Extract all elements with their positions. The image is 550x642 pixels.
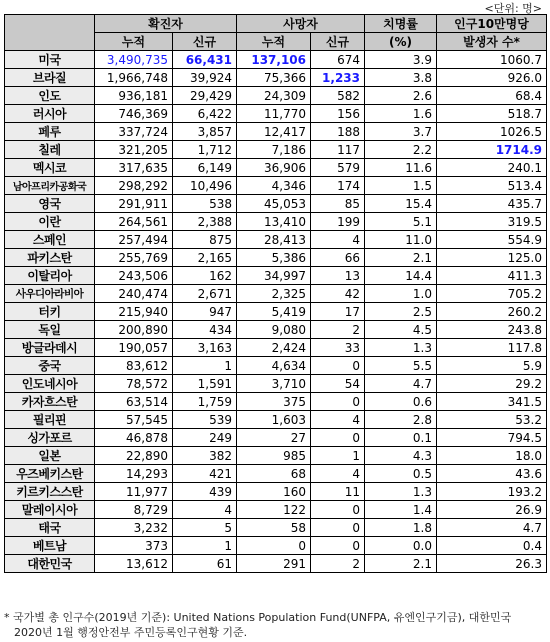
fatality-rate-cell: 2.5 bbox=[365, 303, 437, 321]
fatality-rate-cell: 1.8 bbox=[365, 519, 437, 537]
confirmed-cumulative-cell: 190,057 bbox=[95, 339, 173, 357]
confirmed-new-cell: 4 bbox=[173, 501, 237, 519]
country-cell: 이탈리아 bbox=[5, 267, 95, 285]
country-cell: 대한민국 bbox=[5, 555, 95, 573]
confirmed-cumulative-cell: 14,293 bbox=[95, 465, 173, 483]
table-row bbox=[5, 555, 547, 573]
confirmed-new-cell: 2,388 bbox=[173, 213, 237, 231]
deaths-cumulative-cell: 75,366 bbox=[237, 69, 311, 87]
fatality-rate-cell: 3.7 bbox=[365, 123, 437, 141]
confirmed-cumulative-cell: 373 bbox=[95, 537, 173, 555]
confirmed-new-cell: 5 bbox=[173, 519, 237, 537]
deaths-cumulative-header: 누적 bbox=[237, 33, 311, 51]
table-row bbox=[5, 105, 547, 123]
deaths-new-cell: 0 bbox=[311, 501, 365, 519]
deaths-cumulative-cell: 45,053 bbox=[237, 195, 311, 213]
deaths-header: 사망자 bbox=[237, 15, 365, 33]
confirmed-new-cell: 39,924 bbox=[173, 69, 237, 87]
deaths-new-cell: 199 bbox=[311, 213, 365, 231]
per100k-cell: 341.5 bbox=[437, 393, 547, 411]
per100k-cell: 29.2 bbox=[437, 375, 547, 393]
deaths-new-cell: 0 bbox=[311, 393, 365, 411]
fatality-rate-cell: 2.1 bbox=[365, 555, 437, 573]
footnote-line-2: 2020년 1월 행정안전부 주민등록인구현황 기준. bbox=[14, 626, 248, 639]
fatality-rate-cell: 0.6 bbox=[365, 393, 437, 411]
confirmed-cumulative-cell: 11,977 bbox=[95, 483, 173, 501]
covid-stats-table bbox=[4, 14, 547, 573]
confirmed-new-cell: 10,496 bbox=[173, 177, 237, 195]
confirmed-cumulative-cell: 1,966,748 bbox=[95, 69, 173, 87]
deaths-cumulative-cell: 4,634 bbox=[237, 357, 311, 375]
fatality-rate-cell: 0.5 bbox=[365, 465, 437, 483]
per100k-header-line1: 인구10만명당 bbox=[437, 15, 547, 33]
deaths-cumulative-cell: 13,410 bbox=[237, 213, 311, 231]
deaths-new-cell: 4 bbox=[311, 231, 365, 249]
deaths-cumulative-cell: 122 bbox=[237, 501, 311, 519]
deaths-cumulative-cell: 291 bbox=[237, 555, 311, 573]
fatality-rate-cell: 2.2 bbox=[365, 141, 437, 159]
fatality-rate-cell: 1.5 bbox=[365, 177, 437, 195]
deaths-cumulative-cell: 4,346 bbox=[237, 177, 311, 195]
country-cell: 페루 bbox=[5, 123, 95, 141]
per100k-cell: 554.9 bbox=[437, 231, 547, 249]
deaths-cumulative-cell: 68 bbox=[237, 465, 311, 483]
deaths-new-cell: 66 bbox=[311, 249, 365, 267]
per100k-cell: 926.0 bbox=[437, 69, 547, 87]
confirmed-cumulative-cell: 746,369 bbox=[95, 105, 173, 123]
deaths-cumulative-cell: 24,309 bbox=[237, 87, 311, 105]
deaths-new-cell: 42 bbox=[311, 285, 365, 303]
deaths-new-cell: 11 bbox=[311, 483, 365, 501]
country-cell: 카자흐스탄 bbox=[5, 393, 95, 411]
table-row bbox=[5, 447, 547, 465]
deaths-new-cell: 0 bbox=[311, 519, 365, 537]
deaths-new-cell: 674 bbox=[311, 51, 365, 69]
confirmed-new-cell: 3,857 bbox=[173, 123, 237, 141]
country-cell: 터키 bbox=[5, 303, 95, 321]
per100k-cell: 68.4 bbox=[437, 87, 547, 105]
confirmed-cumulative-header: 누적 bbox=[95, 33, 173, 51]
deaths-new-cell: 85 bbox=[311, 195, 365, 213]
per100k-cell: 705.2 bbox=[437, 285, 547, 303]
confirmed-cumulative-cell: 264,561 bbox=[95, 213, 173, 231]
deaths-new-cell: 579 bbox=[311, 159, 365, 177]
confirmed-new-cell: 875 bbox=[173, 231, 237, 249]
deaths-new-cell: 13 bbox=[311, 267, 365, 285]
deaths-cumulative-cell: 3,710 bbox=[237, 375, 311, 393]
confirmed-cumulative-cell: 200,890 bbox=[95, 321, 173, 339]
fatality-rate-cell: 15.4 bbox=[365, 195, 437, 213]
deaths-cumulative-cell: 7,186 bbox=[237, 141, 311, 159]
deaths-new-cell: 117 bbox=[311, 141, 365, 159]
per100k-header-line2: 발생자 수* bbox=[437, 33, 547, 51]
country-cell: 남아프리카공화국 bbox=[5, 177, 95, 195]
deaths-new-cell: 4 bbox=[311, 411, 365, 429]
table-row bbox=[5, 285, 547, 303]
fatality-rate-cell: 2.1 bbox=[365, 249, 437, 267]
fatality-rate-cell: 1.6 bbox=[365, 105, 437, 123]
deaths-new-header: 신규 bbox=[311, 33, 365, 51]
country-cell: 말레이시아 bbox=[5, 501, 95, 519]
table-row bbox=[5, 393, 547, 411]
deaths-cumulative-cell: 137,106 bbox=[237, 51, 311, 69]
deaths-new-cell: 17 bbox=[311, 303, 365, 321]
confirmed-new-cell: 249 bbox=[173, 429, 237, 447]
country-cell: 우즈베키스탄 bbox=[5, 465, 95, 483]
fatality-rate-cell: 14.4 bbox=[365, 267, 437, 285]
deaths-cumulative-cell: 2,325 bbox=[237, 285, 311, 303]
country-cell: 사우디아라비아 bbox=[5, 285, 95, 303]
table-body bbox=[5, 51, 547, 573]
per100k-cell: 435.7 bbox=[437, 195, 547, 213]
confirmed-new-cell: 439 bbox=[173, 483, 237, 501]
per100k-cell: 26.3 bbox=[437, 555, 547, 573]
unit-note: <단위: 명> bbox=[484, 2, 542, 15]
confirmed-cumulative-cell: 78,572 bbox=[95, 375, 173, 393]
per100k-cell: 5.9 bbox=[437, 357, 547, 375]
per100k-cell: 0.4 bbox=[437, 537, 547, 555]
table-row bbox=[5, 69, 547, 87]
table-row bbox=[5, 411, 547, 429]
deaths-cumulative-cell: 5,386 bbox=[237, 249, 311, 267]
confirmed-cumulative-cell: 83,612 bbox=[95, 357, 173, 375]
confirmed-cumulative-cell: 57,545 bbox=[95, 411, 173, 429]
country-cell: 싱가포르 bbox=[5, 429, 95, 447]
country-cell: 인도네시아 bbox=[5, 375, 95, 393]
fatality-rate-cell: 0.0 bbox=[365, 537, 437, 555]
deaths-cumulative-cell: 34,997 bbox=[237, 267, 311, 285]
per100k-cell: 43.6 bbox=[437, 465, 547, 483]
country-cell: 베트남 bbox=[5, 537, 95, 555]
country-cell: 미국 bbox=[5, 51, 95, 69]
confirmed-new-cell: 1 bbox=[173, 357, 237, 375]
fatality-rate-cell: 11.6 bbox=[365, 159, 437, 177]
per100k-cell: 125.0 bbox=[437, 249, 547, 267]
fatality-rate-cell: 1.4 bbox=[365, 501, 437, 519]
deaths-cumulative-cell: 2,424 bbox=[237, 339, 311, 357]
per100k-cell: 260.2 bbox=[437, 303, 547, 321]
deaths-cumulative-cell: 11,770 bbox=[237, 105, 311, 123]
confirmed-new-cell: 162 bbox=[173, 267, 237, 285]
confirmed-cumulative-cell: 63,514 bbox=[95, 393, 173, 411]
confirmed-cumulative-cell: 291,911 bbox=[95, 195, 173, 213]
table-row bbox=[5, 51, 547, 69]
table-row bbox=[5, 465, 547, 483]
confirmed-cumulative-cell: 46,878 bbox=[95, 429, 173, 447]
table-row bbox=[5, 429, 547, 447]
deaths-new-cell: 0 bbox=[311, 429, 365, 447]
deaths-cumulative-cell: 375 bbox=[237, 393, 311, 411]
table-row bbox=[5, 267, 547, 285]
confirmed-new-cell: 2,671 bbox=[173, 285, 237, 303]
table-row bbox=[5, 339, 547, 357]
deaths-new-cell: 174 bbox=[311, 177, 365, 195]
per100k-cell: 411.3 bbox=[437, 267, 547, 285]
confirmed-new-cell: 6,422 bbox=[173, 105, 237, 123]
confirmed-header: 확진자 bbox=[95, 15, 237, 33]
table-row bbox=[5, 123, 547, 141]
country-cell: 방글라데시 bbox=[5, 339, 95, 357]
deaths-new-cell: 1,233 bbox=[311, 69, 365, 87]
deaths-new-cell: 33 bbox=[311, 339, 365, 357]
table-row bbox=[5, 213, 547, 231]
country-cell: 태국 bbox=[5, 519, 95, 537]
header-row-1 bbox=[5, 15, 547, 33]
per100k-cell: 319.5 bbox=[437, 213, 547, 231]
table-row bbox=[5, 303, 547, 321]
footnote-line-1: * 국가별 총 인구수(2019년 기준): United Nations Population Fund(UNFPA, 유엔인구기금), 대한민국 bbox=[4, 611, 512, 624]
fatality-rate-cell: 3.9 bbox=[365, 51, 437, 69]
fatality-rate-cell: 4.7 bbox=[365, 375, 437, 393]
fatality-rate-cell: 4.3 bbox=[365, 447, 437, 465]
confirmed-cumulative-cell: 255,769 bbox=[95, 249, 173, 267]
deaths-cumulative-cell: 27 bbox=[237, 429, 311, 447]
confirmed-cumulative-cell: 317,635 bbox=[95, 159, 173, 177]
table-row bbox=[5, 195, 547, 213]
confirmed-cumulative-cell: 22,890 bbox=[95, 447, 173, 465]
country-cell: 필리핀 bbox=[5, 411, 95, 429]
confirmed-new-cell: 947 bbox=[173, 303, 237, 321]
per100k-cell: 513.4 bbox=[437, 177, 547, 195]
per100k-cell: 1714.9 bbox=[437, 141, 547, 159]
confirmed-cumulative-cell: 337,724 bbox=[95, 123, 173, 141]
fatality-rate-cell: 2.6 bbox=[365, 87, 437, 105]
confirmed-new-cell: 2,165 bbox=[173, 249, 237, 267]
deaths-new-cell: 4 bbox=[311, 465, 365, 483]
confirmed-new-cell: 538 bbox=[173, 195, 237, 213]
deaths-cumulative-cell: 12,417 bbox=[237, 123, 311, 141]
per100k-cell: 26.9 bbox=[437, 501, 547, 519]
country-header bbox=[5, 15, 95, 51]
confirmed-new-cell: 61 bbox=[173, 555, 237, 573]
deaths-cumulative-cell: 9,080 bbox=[237, 321, 311, 339]
confirmed-new-cell: 3,163 bbox=[173, 339, 237, 357]
per100k-cell: 794.5 bbox=[437, 429, 547, 447]
confirmed-new-cell: 6,149 bbox=[173, 159, 237, 177]
deaths-cumulative-cell: 5,419 bbox=[237, 303, 311, 321]
confirmed-new-cell: 421 bbox=[173, 465, 237, 483]
table-row bbox=[5, 357, 547, 375]
country-cell: 멕시코 bbox=[5, 159, 95, 177]
fatality-rate-cell: 0.1 bbox=[365, 429, 437, 447]
deaths-new-cell: 188 bbox=[311, 123, 365, 141]
confirmed-new-cell: 434 bbox=[173, 321, 237, 339]
deaths-new-cell: 1 bbox=[311, 447, 365, 465]
country-cell: 파키스탄 bbox=[5, 249, 95, 267]
country-cell: 키르키스스탄 bbox=[5, 483, 95, 501]
confirmed-cumulative-cell: 257,494 bbox=[95, 231, 173, 249]
fatality-header: 치명률 bbox=[365, 15, 437, 33]
confirmed-new-cell: 1 bbox=[173, 537, 237, 555]
table-row bbox=[5, 483, 547, 501]
deaths-cumulative-cell: 28,413 bbox=[237, 231, 311, 249]
per100k-cell: 18.0 bbox=[437, 447, 547, 465]
confirmed-cumulative-cell: 243,506 bbox=[95, 267, 173, 285]
fatality-rate-cell: 5.1 bbox=[365, 213, 437, 231]
confirmed-cumulative-cell: 13,612 bbox=[95, 555, 173, 573]
confirmed-new-cell: 1,712 bbox=[173, 141, 237, 159]
deaths-new-cell: 582 bbox=[311, 87, 365, 105]
fatality-rate-cell: 1.3 bbox=[365, 483, 437, 501]
deaths-cumulative-cell: 58 bbox=[237, 519, 311, 537]
confirmed-new-cell: 539 bbox=[173, 411, 237, 429]
deaths-new-cell: 2 bbox=[311, 555, 365, 573]
table-row bbox=[5, 231, 547, 249]
confirmed-cumulative-cell: 8,729 bbox=[95, 501, 173, 519]
country-cell: 중국 bbox=[5, 357, 95, 375]
table-row bbox=[5, 141, 547, 159]
confirmed-new-header: 신규 bbox=[173, 33, 237, 51]
fatality-rate-cell: 1.0 bbox=[365, 285, 437, 303]
per100k-cell: 1026.5 bbox=[437, 123, 547, 141]
per100k-cell: 518.7 bbox=[437, 105, 547, 123]
table-row bbox=[5, 87, 547, 105]
table-row bbox=[5, 537, 547, 555]
confirmed-cumulative-cell: 936,181 bbox=[95, 87, 173, 105]
table-row bbox=[5, 159, 547, 177]
confirmed-cumulative-cell: 321,205 bbox=[95, 141, 173, 159]
deaths-cumulative-cell: 985 bbox=[237, 447, 311, 465]
table-row bbox=[5, 519, 547, 537]
table-row bbox=[5, 177, 547, 195]
per100k-cell: 53.2 bbox=[437, 411, 547, 429]
table-row bbox=[5, 249, 547, 267]
confirmed-cumulative-cell: 3,232 bbox=[95, 519, 173, 537]
confirmed-new-cell: 29,429 bbox=[173, 87, 237, 105]
country-cell: 칠레 bbox=[5, 141, 95, 159]
confirmed-cumulative-cell: 240,474 bbox=[95, 285, 173, 303]
table-row bbox=[5, 375, 547, 393]
per100k-cell: 117.8 bbox=[437, 339, 547, 357]
confirmed-cumulative-cell: 215,940 bbox=[95, 303, 173, 321]
fatality-rate-cell: 2.8 bbox=[365, 411, 437, 429]
fatality-rate-cell: 1.3 bbox=[365, 339, 437, 357]
country-cell: 브라질 bbox=[5, 69, 95, 87]
confirmed-cumulative-cell: 298,292 bbox=[95, 177, 173, 195]
confirmed-new-cell: 382 bbox=[173, 447, 237, 465]
country-cell: 인도 bbox=[5, 87, 95, 105]
footnote bbox=[4, 610, 546, 640]
table-row bbox=[5, 501, 547, 519]
per100k-cell: 240.1 bbox=[437, 159, 547, 177]
country-cell: 일본 bbox=[5, 447, 95, 465]
confirmed-new-cell: 1,591 bbox=[173, 375, 237, 393]
deaths-new-cell: 156 bbox=[311, 105, 365, 123]
table-row bbox=[5, 321, 547, 339]
country-cell: 러시아 bbox=[5, 105, 95, 123]
fatality-rate-cell: 4.5 bbox=[365, 321, 437, 339]
country-cell: 이란 bbox=[5, 213, 95, 231]
confirmed-cumulative-cell: 3,490,735 bbox=[95, 51, 173, 69]
deaths-new-cell: 54 bbox=[311, 375, 365, 393]
country-cell: 스페인 bbox=[5, 231, 95, 249]
confirmed-new-cell: 1,759 bbox=[173, 393, 237, 411]
deaths-new-cell: 0 bbox=[311, 537, 365, 555]
per100k-cell: 243.8 bbox=[437, 321, 547, 339]
confirmed-new-cell: 66,431 bbox=[173, 51, 237, 69]
deaths-new-cell: 0 bbox=[311, 357, 365, 375]
country-cell: 영국 bbox=[5, 195, 95, 213]
per100k-cell: 4.7 bbox=[437, 519, 547, 537]
fatality-rate-cell: 11.0 bbox=[365, 231, 437, 249]
country-cell: 독일 bbox=[5, 321, 95, 339]
deaths-new-cell: 2 bbox=[311, 321, 365, 339]
deaths-cumulative-cell: 36,906 bbox=[237, 159, 311, 177]
per100k-cell: 1060.7 bbox=[437, 51, 547, 69]
fatality-rate-cell: 5.5 bbox=[365, 357, 437, 375]
deaths-cumulative-cell: 1,603 bbox=[237, 411, 311, 429]
per100k-cell: 193.2 bbox=[437, 483, 547, 501]
deaths-cumulative-cell: 160 bbox=[237, 483, 311, 501]
fatality-rate-cell: 3.8 bbox=[365, 69, 437, 87]
deaths-cumulative-cell: 0 bbox=[237, 537, 311, 555]
fatality-unit-header: (%) bbox=[365, 33, 437, 51]
